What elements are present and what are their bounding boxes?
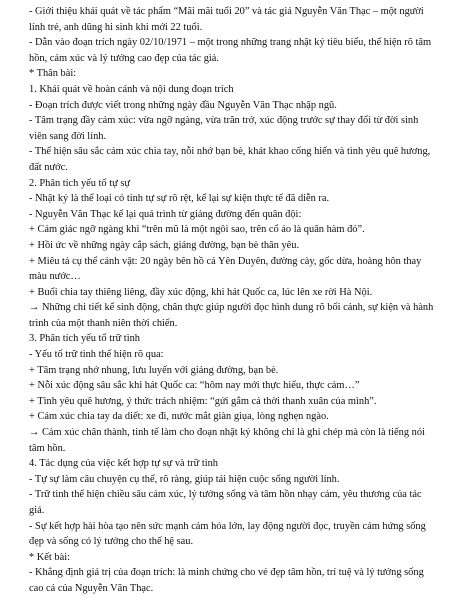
- intro-work-line: - Giới thiệu khái quát về tác phẩm “Mãi mãi tuổi 20” và tác giả Nguyễn Văn Thạc – một người lính trẻ, anh dũng hi sinh khi mới 22 tuổi.: [29, 6, 424, 33]
- sub-list-item: + Cảm xúc chia tay da diết: xe đi, nước mắt giàn giụa, lòng nghẹn ngào.: [29, 411, 329, 423]
- intro-excerpt-line: - Dẫn vào đoạn trích ngày 02/10/1971 – một trong những trang nhật ký tiêu biểu, thể hiện rõ tâm hồn, cảm xúc và lý tưởng cao đẹp của tác giả.: [29, 37, 432, 64]
- sub-list-item: + Tình yêu quê hương, ý thức trách nhiệm: “gửi gắm cả thời thanh xuân của mình”.: [29, 395, 377, 407]
- sub-list-item: + Hồi ức về những ngày cắp sách, giảng đường, bạn bè thân yêu.: [29, 239, 300, 251]
- list-item: - Tự sự làm câu chuyện cụ thể, rõ ràng, giúp tái hiện cuộc sống người lính.: [29, 473, 340, 485]
- list-item: - Đoạn trích được viết trong những ngày đầu Nguyễn Văn Thạc nhập ngũ.: [29, 99, 337, 111]
- sub-list-item: + Miêu tả cụ thể cảnh vật: 20 ngày bên hồ cá Yên Duyên, đường cày, gốc dừa, hoàng hôn thay màu nước…: [29, 255, 422, 283]
- list-item: - Khẳng định giá trị của đoạn trích: là minh chứng cho vẻ đẹp tâm hồn, trí tuệ và lý tưởng sống cao cả của Nguyễn Văn Thạc.: [29, 567, 424, 594]
- body-heading: * Thân bài:: [29, 68, 77, 80]
- conclusion-arrow-line: → Những chi tiết kể sinh động, chân thực giúp người đọc hình dung rõ bối cảnh, sự kiện và hành trình của một thanh niên thời chiến.: [29, 302, 434, 329]
- sub-list-item: + Buổi chia tay thiêng liêng, đầy xúc động, khi hát Quốc ca, lúc lên xe rời Hà Nội.: [29, 286, 373, 298]
- list-item: - Nguyễn Văn Thạc kể lại quá trình từ giảng đường đến quân đội:: [29, 208, 302, 220]
- section-2-heading: 2. Phân tích yếu tố tự sự: [29, 177, 131, 189]
- list-item: - Nhật ký là thể loại có tính tự sự rõ rệt, kể lại sự kiện thực tế đã diễn ra.: [29, 193, 330, 205]
- sub-list-item: + Cảm giác ngỡ ngàng khi “trên mũ là một ngôi sao, trên cổ áo là quân hàm đỏ”.: [29, 224, 365, 236]
- list-item: - Thể hiện sâu sắc cảm xúc chia tay, nỗi nhớ bạn bè, khát khao cống hiến và tình yêu quê hương, đất nước.: [29, 146, 431, 173]
- list-item: - Sự kết hợp hài hòa tạo nên sức mạnh cảm hóa lớn, lay động người đọc, truyền cảm hứng sống đẹp và sống có lý tưởng cho thế hệ sau.: [29, 520, 426, 548]
- section-1-heading: 1. Khái quát về hoàn cảnh và nội dung đoạn trích: [29, 83, 234, 95]
- conclusion-arrow-line: → Cảm xúc chân thành, tinh tế làm cho đoạn nhật ký không chỉ là ghi chép mà còn là tiếng nói tâm hồn.: [29, 427, 425, 454]
- list-item: - Yếu tố trữ tình thể hiện rõ qua:: [29, 349, 164, 361]
- list-item: - Trữ tình thể hiện chiều sâu cảm xúc, lý tưởng sống và tâm hồn nhạy cảm, yêu thương của tác giả.: [29, 489, 422, 516]
- sub-list-item: + Nỗi xúc động sâu sắc khi hát Quốc ca: “hôm nay mới thực hiểu, thực cảm…”: [29, 380, 360, 392]
- section-3-heading: 3. Phân tích yếu tố trữ tình: [29, 333, 140, 345]
- sub-list-item: + Tâm trạng nhớ nhung, lưu luyến với giảng đường, bạn bè.: [29, 364, 279, 376]
- section-4-heading: 4. Tác dụng của việc kết hợp tự sự và trữ tình: [29, 458, 218, 470]
- conclusion-heading: * Kết bài:: [29, 551, 70, 563]
- list-item: - Tâm trạng đầy cảm xúc: vừa ngỡ ngàng, vừa trăn trở, xúc động trước sự thay đổi từ đời sinh viên sang đời lính.: [29, 115, 419, 142]
